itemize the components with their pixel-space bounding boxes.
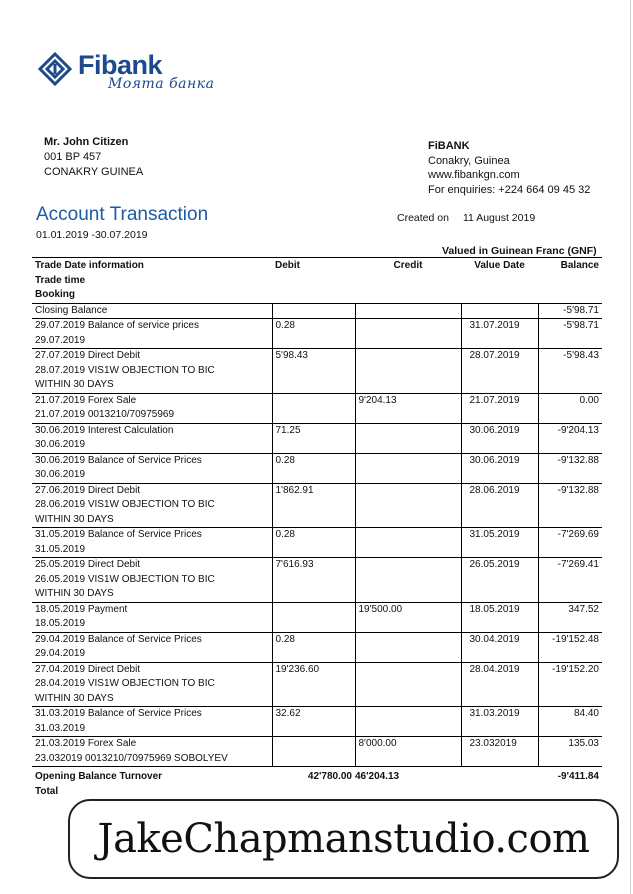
cell-balance: -5'98.43 [538,349,602,394]
footer-label-line2: Total [35,785,59,797]
cell-credit [355,558,461,603]
cell-description [32,453,272,483]
cell-credit [355,528,461,558]
cell-balance: 135.03 [538,737,602,767]
cell-debit: 32.62 [272,707,355,737]
cell-description [32,707,272,737]
footer-balance-total: -9'411.84 [557,771,599,782]
description-line: 27.06.2019 Direct Debit [35,484,141,496]
description-line: 29.07.2019 [35,334,86,346]
table-body [32,303,602,767]
bank-name: FiBANK [428,140,470,152]
cell-description [32,632,272,662]
description-line: WITHIN 30 DAYS [35,588,114,599]
cell-credit [355,453,461,483]
cell-credit: 9'204.13 [355,393,461,423]
cell-credit [355,662,461,707]
cell-balance: -5'98.71 [538,303,602,319]
footer-credit-total: 46'204.13 [355,771,400,782]
cell-value-date: 23.032019 [461,737,538,767]
cell-description [32,349,272,394]
cell-value-date: 30.06.2019 [461,423,538,453]
transactions-table [32,258,602,799]
cell-credit [355,423,461,453]
cell-description [32,558,272,603]
description-line: WITHIN 30 DAYS [35,379,114,390]
description-line: 27.04.2019 Direct Debit [35,663,141,675]
table-header [32,258,602,303]
logo-tagline: Моята банка [108,76,215,92]
description-line: 27.07.2019 Direct Debit [35,350,141,361]
cell-credit [355,303,461,319]
logo-wordmark: Fibank [78,50,163,80]
description-line: 23.032019 0013210/70975969 SOBOLYEV [35,752,228,764]
cell-debit: 0.28 [272,453,355,483]
currency-note: Valued in Guinean Franc (GNF) [442,245,597,257]
customer-name: Mr. John Citizen [44,136,129,148]
description-line: 31.03.2019 [35,722,86,734]
cell-description [32,483,272,528]
cell-debit [272,737,355,767]
cell-balance: -9'132.88 [538,483,602,528]
cell-value-date: 30.04.2019 [461,632,538,662]
description-line: 31.05.2019 Balance of Service Prices [35,529,202,540]
header-value-date: Value Date [474,260,525,271]
cell-balance: -9'132.88 [538,453,602,483]
created-date: 11 August 2019 [462,212,536,224]
cell-description [32,528,272,558]
table-row [32,632,602,662]
cell-description [32,423,272,453]
cell-value-date: 28.04.2019 [461,662,538,707]
customer-address-line2: CONAKRY GUINEA [44,166,144,178]
description-line: 29.04.2019 [35,648,86,659]
cell-balance: -5'98.71 [538,319,602,349]
description-line: 18.05.2019 [35,618,86,629]
created-on [397,212,535,224]
description-line: 29.07.2019 Balance of service prices [35,320,199,331]
cell-value-date [461,303,538,319]
cell-credit: 19'500.00 [355,602,461,632]
description-line: WITHIN 30 DAYS [35,692,114,704]
cell-debit: 19'236.60 [272,662,355,707]
customer-address [44,135,143,180]
description-line: 29.04.2019 Balance of Service Prices [35,633,202,645]
cell-debit [272,303,355,319]
table-row [32,319,602,349]
cell-value-date: 31.03.2019 [461,707,538,737]
description-line: 25.05.2019 Direct Debit [35,559,141,570]
cell-description [32,737,272,767]
cell-balance: -19'152.48 [538,632,602,662]
cell-credit [355,319,461,349]
cell-balance: -19'152.20 [538,662,602,707]
cell-debit [272,602,355,632]
cell-balance: -9'204.13 [538,423,602,453]
cell-credit [355,632,461,662]
bank-city: Conakry, Guinea [428,154,510,167]
footer-debit-total: 42'780.00 [307,771,352,782]
fibank-logo [38,50,228,100]
footer-empty [461,767,538,800]
table-row [32,707,602,737]
table-row [32,558,602,603]
cell-credit [355,707,461,737]
cell-debit: 1'862.91 [272,483,355,528]
statement-period: 01.01.2019 -30.07.2019 [36,229,148,241]
cell-value-date: 30.06.2019 [461,453,538,483]
cell-debit [272,393,355,423]
table-row [32,423,602,453]
footer-label [32,767,272,800]
bank-address [428,139,590,197]
header-trade-info [32,258,272,303]
table-row [32,662,602,707]
table-row [32,453,602,483]
description-line: 21.03.2019 Forex Sale [35,738,137,749]
bank-website: www.fibankgn.com [428,169,520,181]
cell-balance: 347.52 [538,602,602,632]
header-balance: Balance [560,260,599,271]
description-line: 21.07.2019 Forex Sale [35,394,137,406]
cell-balance: 0.00 [538,393,602,423]
description-line: 30.06.2019 Interest Calculation [35,424,174,436]
cell-description [32,303,272,319]
bank-enquiries: For enquiries: +224 664 09 45 32 [428,183,591,196]
cell-value-date: 28.07.2019 [461,349,538,394]
description-line: 31.05.2019 [35,543,86,555]
cell-value-date: 21.07.2019 [461,393,538,423]
cell-description [32,662,272,707]
cell-debit: 71.25 [272,423,355,453]
cell-debit: 5'98.43 [272,349,355,394]
description-line: 28.06.2019 VIS1W OBJECTION TO BIC [35,499,215,510]
table-row [32,303,602,319]
cell-value-date: 28.06.2019 [461,483,538,528]
description-line: WITHIN 30 DAYS [35,513,114,525]
header-debit: Debit [275,260,300,271]
description-line: 18.05.2019 Payment [35,603,128,615]
header-booking: Booking [35,289,75,300]
description-line: 31.03.2019 Balance of Service Prices [35,708,202,719]
cell-credit [355,349,461,394]
cell-value-date: 31.05.2019 [461,528,538,558]
fibank-diamond-icon [38,52,72,86]
cell-value-date: 26.05.2019 [461,558,538,603]
document-title: Account Transaction [36,204,209,225]
created-label: Created on [397,212,449,224]
cell-credit: 8'000.00 [355,737,461,767]
cell-description [32,602,272,632]
page-edge [630,0,631,894]
cell-description [32,393,272,423]
table-footer [32,767,602,800]
description-line: 30.06.2019 [35,469,86,480]
customer-address-line1: 001 BP 457 [44,151,102,163]
cell-debit: 0.28 [272,319,355,349]
description-line: 28.04.2019 VIS1W OBJECTION TO BIC [35,678,215,689]
cell-value-date: 18.05.2019 [461,602,538,632]
watermark-text: JakeChapmanstudio.com [97,816,590,862]
description-line: 28.07.2019 VIS1W OBJECTION TO BIC [35,364,215,376]
cell-description [32,319,272,349]
description-line: 21.07.2019 0013210/70975969 [35,409,175,420]
description-line: 26.05.2019 VIS1W OBJECTION TO BIC [35,573,215,585]
table-row [32,602,602,632]
description-line: 30.06.2019 Balance of Service Prices [35,454,202,466]
cell-debit: 7'616.93 [272,558,355,603]
table-row [32,737,602,767]
description-line: 30.06.2019 [35,439,86,450]
table-row [32,483,602,528]
cell-balance: -7'269.69 [538,528,602,558]
cell-balance: 84.40 [538,707,602,737]
header-trade-time: Trade time [35,274,86,286]
table-row [32,528,602,558]
header-credit: Credit [393,260,423,271]
cell-value-date: 31.07.2019 [461,319,538,349]
cell-balance: -7'269.41 [538,558,602,603]
table-row [32,349,602,394]
watermark-box [68,799,619,879]
header-trade-date: Trade Date information [35,260,144,271]
footer-label-line1: Opening Balance Turnover [35,771,163,782]
cell-debit: 0.28 [272,528,355,558]
cell-credit [355,483,461,528]
cell-debit: 0.28 [272,632,355,662]
table-row [32,393,602,423]
description-line: Closing Balance [35,304,108,316]
